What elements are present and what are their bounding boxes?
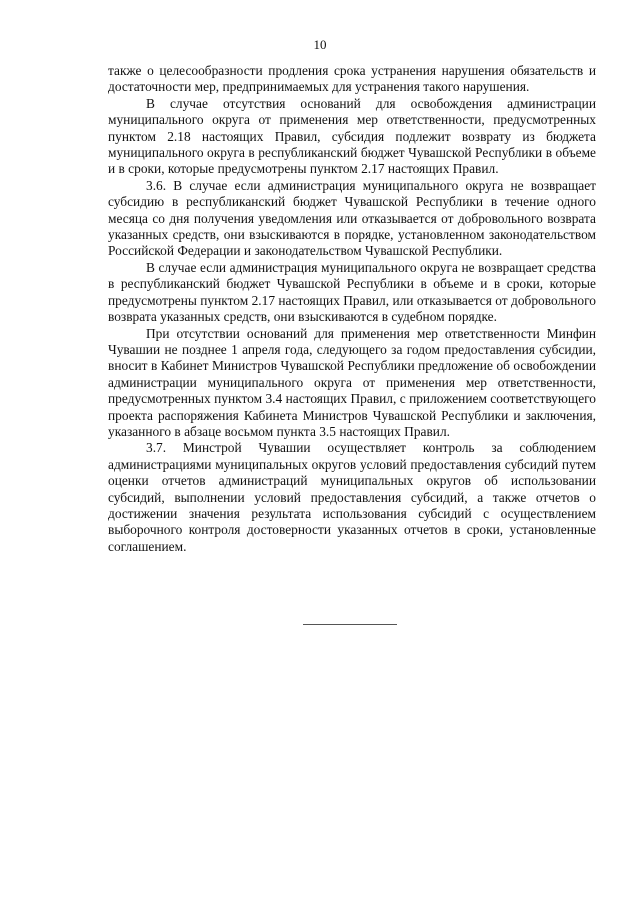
page-number: 10 <box>313 37 327 52</box>
paragraph-clause-3-6: 3.6. В случае если администрация муниципального округа не возвращает субсидию в республиканский бюджет Чувашской Республики в течение одного месяца со дня получения уведомления или отказывается от добровольного возврата указанных средств, они взыскиваются в порядке, установленном законодательством Российской Федерации и законодательством Чувашской Республики. <box>108 177 596 259</box>
paragraph-continuation: также о целесообразности продления срока устранения нарушения обязательств и достаточности мер, предпринимаемых для устранения такого нарушения. <box>108 63 596 95</box>
paragraph-refund-obligation: В случае отсутствия оснований для освобождения администрации муниципального округа от применения мер ответственности, предусмотренных пунктом 2.18 настоящих Правил, субсидия подлежит возврату из бюджета муниципального округа в республиканский бюджет Чувашской Республики в объеме и в сроки, которые предусмотрены пунктом 2.17 настоящих Правил. <box>108 95 596 177</box>
paragraph-clause-3-7: 3.7. Минстрой Чувашии осуществляет контроль за соблюдением администрациями муниципальных округов условий предоставления субсидий путем оценки отчетов администраций муниципальных округов об использовании субсидий, выполнении условий предоставления субсидий, а также отчетов о достижении значения результата использования субсидий с осуществлением выборочного контроля достоверности указанных отчетов в сроки, установленные соглашением. <box>108 440 596 554</box>
document-body <box>108 63 596 555</box>
paragraph-judicial-recovery: В случае если администрация муниципального округа не возвращает средства в республиканский бюджет Чувашской Республики в объеме и в сроки, которые предусмотрены пунктом 2.17 настоящих Правил, или отказывается от добровольного возврата указанных средств, они взыскиваются в судебном порядке. <box>108 259 596 325</box>
end-of-document-rule <box>303 624 397 625</box>
paragraph-minfin-proposal: При отсутствии оснований для применения мер ответственности Минфин Чувашии не позднее 1 апреля года, следующего за годом предоставления субсидии, вносит в Кабинет Министров Чувашской Республики предложение об освобождении администрации муниципального округа от применения мер ответственности, предусмотренных пунктом 3.4 настоящих Правил, с приложением соответствующего проекта распоряжения Кабинета Министров Чувашской Республики и заключения, указанного в абзаце восьмом пункта 3.5 настоящих Правил. <box>108 325 596 439</box>
